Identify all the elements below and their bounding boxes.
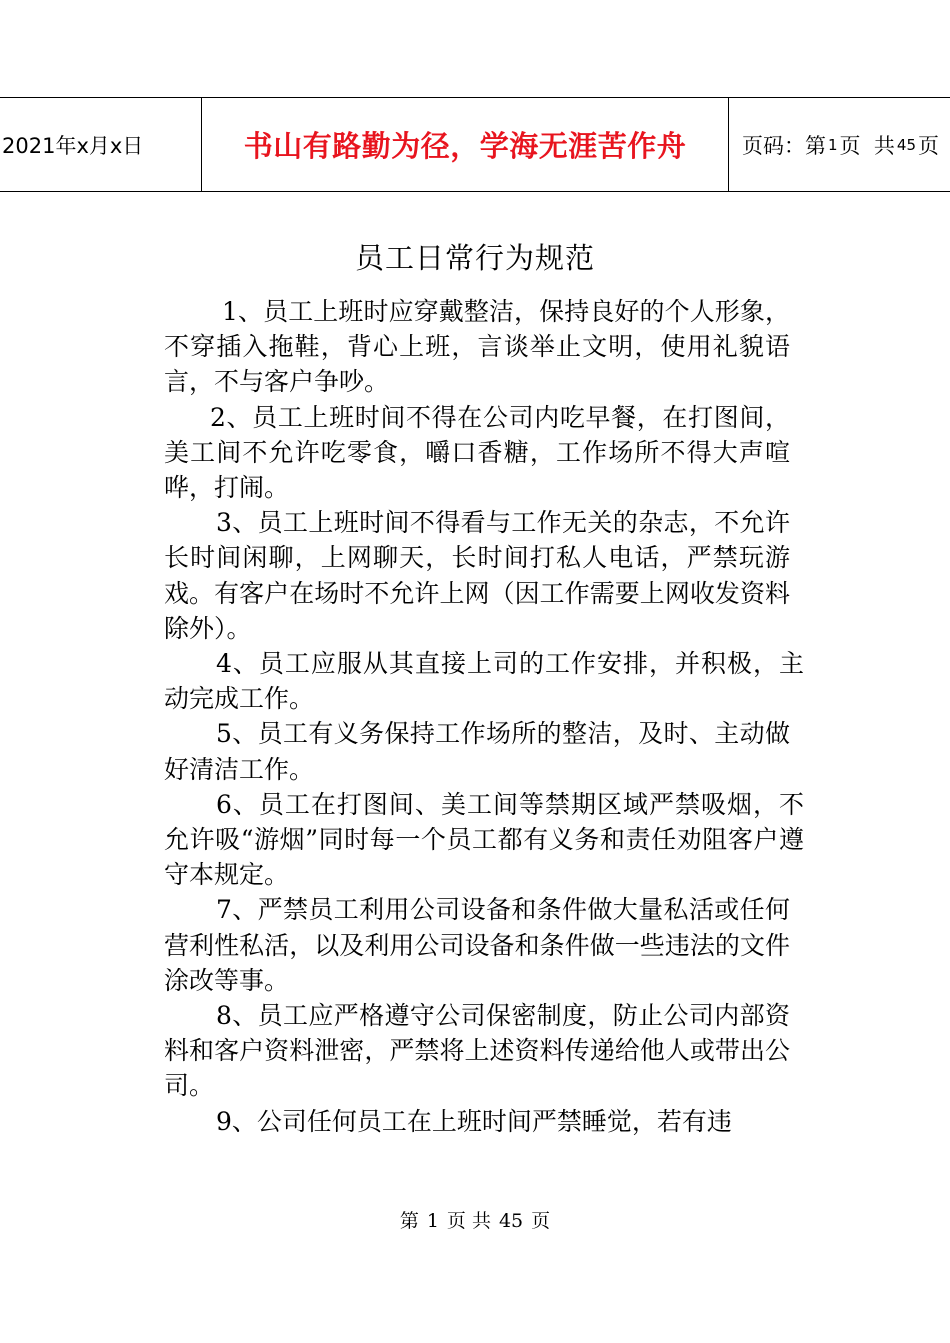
header-page-unit: 页 bbox=[839, 133, 861, 158]
footer-current-page: 1 bbox=[426, 1210, 439, 1232]
paragraph-5: 5、员工有义务保持工作场所的整洁，及时、主动做好清洁工作。 bbox=[164, 719, 790, 784]
footer-suffix: 页 bbox=[531, 1210, 551, 1232]
page-header bbox=[0, 97, 950, 192]
paragraph-2: 2、员工上班时间不得在公司内吃早餐，在打图间，美工间不允许吃零食，嚼口香糖，工作场所不得大声喧哗，打闹。 bbox=[164, 402, 790, 503]
header-page-total-unit: 页 bbox=[918, 133, 939, 158]
header-motto bbox=[202, 98, 729, 191]
paragraph-9: 9、公司任何员工在上班时间严禁睡觉，若有违 bbox=[216, 1106, 732, 1136]
header-date bbox=[0, 98, 202, 191]
header-date-text: 2021年x月x日 bbox=[2, 133, 144, 158]
footer-mid: 页 共 bbox=[446, 1210, 491, 1232]
header-page-total-label: 共 bbox=[873, 133, 895, 158]
paragraph-7: 7、严禁员工利用公司设备和条件做大量私活或任何营利性私活，以及利用公司设备和条件做一些违法的文件涂改等事。 bbox=[164, 895, 790, 995]
footer-total-pages: 45 bbox=[498, 1210, 524, 1232]
header-page-current: 1 bbox=[828, 135, 838, 154]
paragraph-4: 4、员工应服从其直接上司的工作安排，并积极，主动完成工作。 bbox=[164, 649, 804, 714]
document-title: 员工日常行为规范 bbox=[354, 241, 595, 275]
paragraph-6: 6、员工在打图间、美工间等禁期区域严禁吸烟，不允许吸“游烟”同时每一个员工都有义务和责任劝阻客户遵守本规定。 bbox=[164, 789, 804, 890]
header-page-label: 页码：第 bbox=[742, 133, 826, 158]
paragraph-1: 1、员工上班时应穿戴整洁，保持良好的个人形象，不穿插入拖鞋，背心上班，言谈举止文明，使用礼貌语言，不与客户争吵。 bbox=[164, 297, 790, 397]
document-body bbox=[164, 294, 804, 1139]
header-page-number bbox=[729, 98, 950, 191]
footer-prefix: 第 bbox=[399, 1210, 419, 1232]
paragraph-3: 3、员工上班时间不得看与工作无关的杂志，不允许长时间闲聊，上网聊天，长时间打私人电话，严禁玩游戏。有客户在场时不允许上网（因工作需要上网收发资料除外）。 bbox=[164, 508, 790, 643]
paragraph-8: 8、员工应严格遵守公司保密制度，防止公司内部资料和客户资料泄密，严禁将上述资料传递给他人或带出公司。 bbox=[164, 1001, 790, 1101]
page-footer bbox=[0, 1206, 950, 1233]
header-page-total: 45 bbox=[896, 135, 916, 154]
header-motto-text: 书山有路勤为径，学海无涯苦作舟 bbox=[243, 129, 687, 163]
